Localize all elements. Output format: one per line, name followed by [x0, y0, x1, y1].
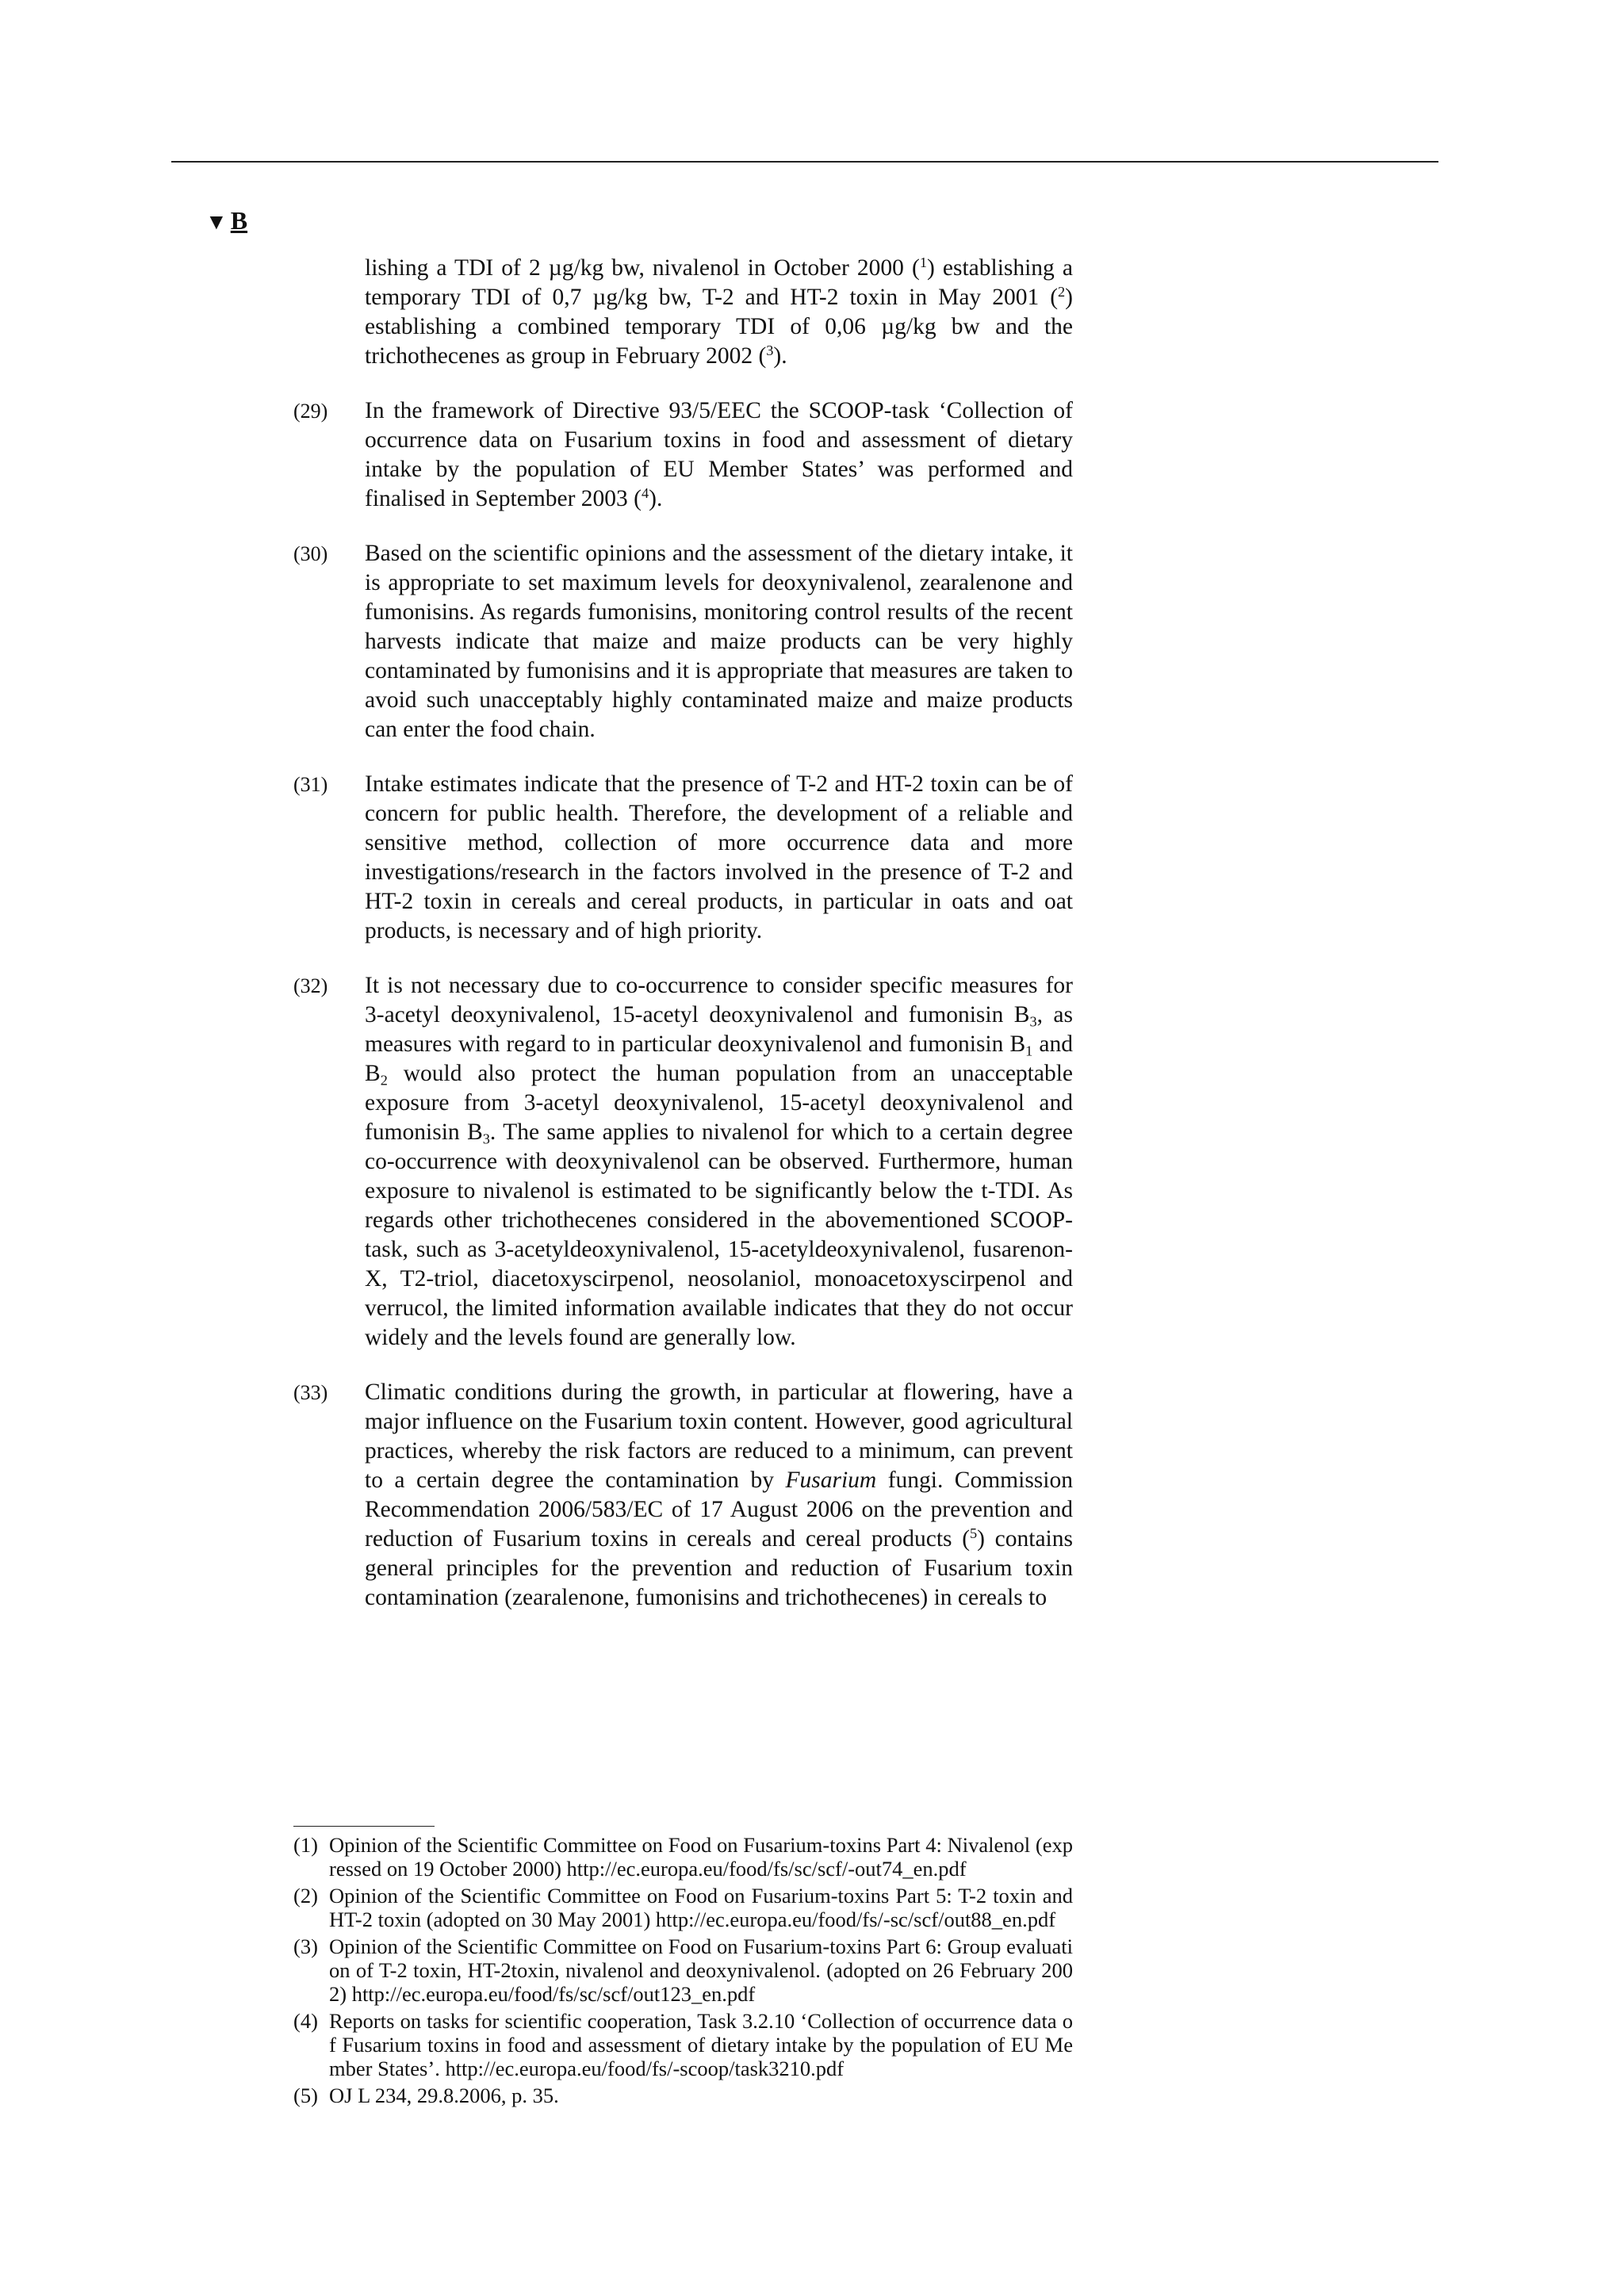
paragraph-number: (32): [293, 974, 328, 997]
italic-term: Fusarium: [785, 1468, 877, 1493]
paragraph-text: In the framework of Directive 93/5/EEC the SCOOP-task ‘Collection of occurrence data on Fusarium toxins in food and assessment of dietary intake by the population of EU Member States’ was performed and finalised in September 2003 ($^4$).: [365, 398, 1073, 511]
top-rule: [171, 161, 1438, 163]
footnote-ref: 2: [1058, 283, 1066, 300]
amendment-code: B: [230, 206, 248, 235]
subscript: 3: [482, 1131, 490, 1147]
footnotes: [293, 1833, 1073, 2110]
paragraph-text: Based on the scientific opinions and the assessment of the dietary intake, it is appropriate to set maximum levels for deoxynivalenol, zearalenone and fumonisins. As regards fumonisins, monitoring control results of the recent harvests indicate that maize and maize products can be very highly contaminated by fumonisins and it is appropriate that measures are taken to avoid such unacceptably highly contaminated maize and maize products can enter the food chain.: [365, 541, 1073, 742]
footnote-text: Opinion of the Scientific Committee on Food on Fusarium-toxins Part 5: T-2 toxin and HT-2 toxin (adopted on 30 May 2001) http://ec.europa.eu/food/fs/-sc/scf/out88_en.pdf: [329, 1884, 1073, 1931]
footnote-4: [293, 2009, 1073, 2080]
paragraph-text: Climatic conditions during the growth, in particular at flowering, have a major influence on the Fusarium toxin content. However, good agricultural practices, whereby the risk factors are reduced to a minimum, can prevent to a certain degree the contamination by Fusarium fungi. Commission Recommendation 2006/583/EC of 17 August 2006 on the prevention and reduction of Fusarium toxins in cereals and cereal products ($^5$) contains general principles for the prevention and reduction of Fusarium toxin contamination (zearalenone, fumonisins and trichothecenes) in cereals to: [365, 1380, 1073, 1610]
footnote-5: [293, 2084, 1073, 2107]
paragraph-29: [293, 396, 1073, 514]
subscript: 2: [380, 1072, 388, 1089]
footnote-mark: (4): [293, 2009, 318, 2033]
footnote-mark: (1): [293, 1833, 318, 1857]
footnote-ref: 4: [642, 484, 649, 501]
paragraph-text: It is not necessary due to co-occurrence to consider specific measures for 3-acetyl deoxynivalenol, 15-acetyl deoxynivalenol and fumonisin $B_3$, as measures with regard to in particular deoxynivalenol and fumonisin $B_1$ and $B_2$ would also protect the human population from an unacceptable exposure from 3-acetyl deoxynivalenol, 15-acetyl deoxynivalenol and fumonisin $B_3$. The same applies to nivalenol for which to a certain degree co-occurrence with deoxynivalenol can be observed. Furthermore, human exposure to nivalenol is estimated to be significantly below the t-TDI. As regards other trichothecenes considered in the abovementioned SCOOP-task, such as 3-acetyldeoxynivalenol, 15-acetyldeoxynivalenol, fusarenon-X, T2-triol, diacetoxyscirpenol, neosolaniol, monoacetoxyscirpenol and verrucol, the limited information available indicates that they do not occur widely and the levels found are generally low.: [365, 973, 1074, 1350]
main-text: [293, 254, 1073, 1638]
footnote-ref: 5: [970, 1525, 978, 1541]
paragraph-continuation: [293, 254, 1073, 371]
paragraph-number: (33): [293, 1381, 328, 1404]
paragraph-31: [293, 770, 1073, 946]
paragraph-number: (30): [293, 542, 328, 565]
paragraph-32: [293, 971, 1073, 1353]
amendment-marker: [205, 205, 247, 239]
footnote-ref: 1: [919, 254, 927, 270]
footnote-1: [293, 1833, 1073, 1881]
subscript: 1: [1025, 1043, 1033, 1059]
footnote-3: [293, 1934, 1073, 2006]
triangle-down-icon: ▼: [205, 210, 228, 235]
subscript: 3: [1029, 1013, 1037, 1030]
paragraph-text: Intake estimates indicate that the presence of T-2 and HT-2 toxin can be of concern for public health. Therefore, the development of a reliable and sensitive method, collection of more occurrence data and more investigations/research in the factors involved in the presence of T-2 and HT-2 toxin in cereals and cereal products, in particular in oats and oat products, is necessary and of high priority.: [365, 771, 1073, 943]
footnote-text: OJ L 234, 29.8.2006, p. 35.: [329, 2084, 559, 2107]
paragraph-text: lishing a TDI of 2 µg/kg bw, nivalenol in October 2000 ($^1$) establishing a temporary TDI of 0,7 µg/kg bw, T-2 and HT-2 toxin in May 2001 ($^2$) establishing a combined temporary TDI of 0,06 µg/kg bw and the trichothecenes as group in February 2002 ($^3$).: [365, 254, 1073, 369]
paragraph-33: [293, 1378, 1073, 1613]
footnote-mark: (5): [293, 2084, 318, 2107]
footnote-ref: 3: [766, 342, 774, 358]
footnote-mark: (3): [293, 1934, 318, 1958]
footnote-text: Opinion of the Scientific Committee on Food on Fusarium-toxins Part 6: Group evaluation of T-2 toxin, HT-2toxin, nivalenol and deoxynivalenol. (adopted on 26 February 2002) http://ec.europa.eu/food/fs/sc/scf/out123_en.pdf: [329, 1934, 1073, 2006]
footnote-text: Opinion of the Scientific Committee on Food on Fusarium-toxins Part 4: Nivalenol (expressed on 19 October 2000) http://ec.europa.eu/food/fs/sc/scf/-out74_en.pdf: [329, 1833, 1073, 1881]
paragraph-number: (29): [293, 400, 328, 423]
paragraph-number: (31): [293, 773, 328, 796]
footnote-2: [293, 1884, 1073, 1931]
footnote-separator: [293, 1826, 435, 1827]
footnote-text: Reports on tasks for scientific cooperation, Task 3.2.10 ‘Collection of occurrence data of Fusarium toxins in food and assessment of dietary intake by the population of EU Member States’. http://ec.europa.eu/food/fs/-scoop/task3210.pdf: [329, 2009, 1073, 2080]
footnote-mark: (2): [293, 1884, 318, 1908]
paragraph-30: [293, 539, 1073, 744]
